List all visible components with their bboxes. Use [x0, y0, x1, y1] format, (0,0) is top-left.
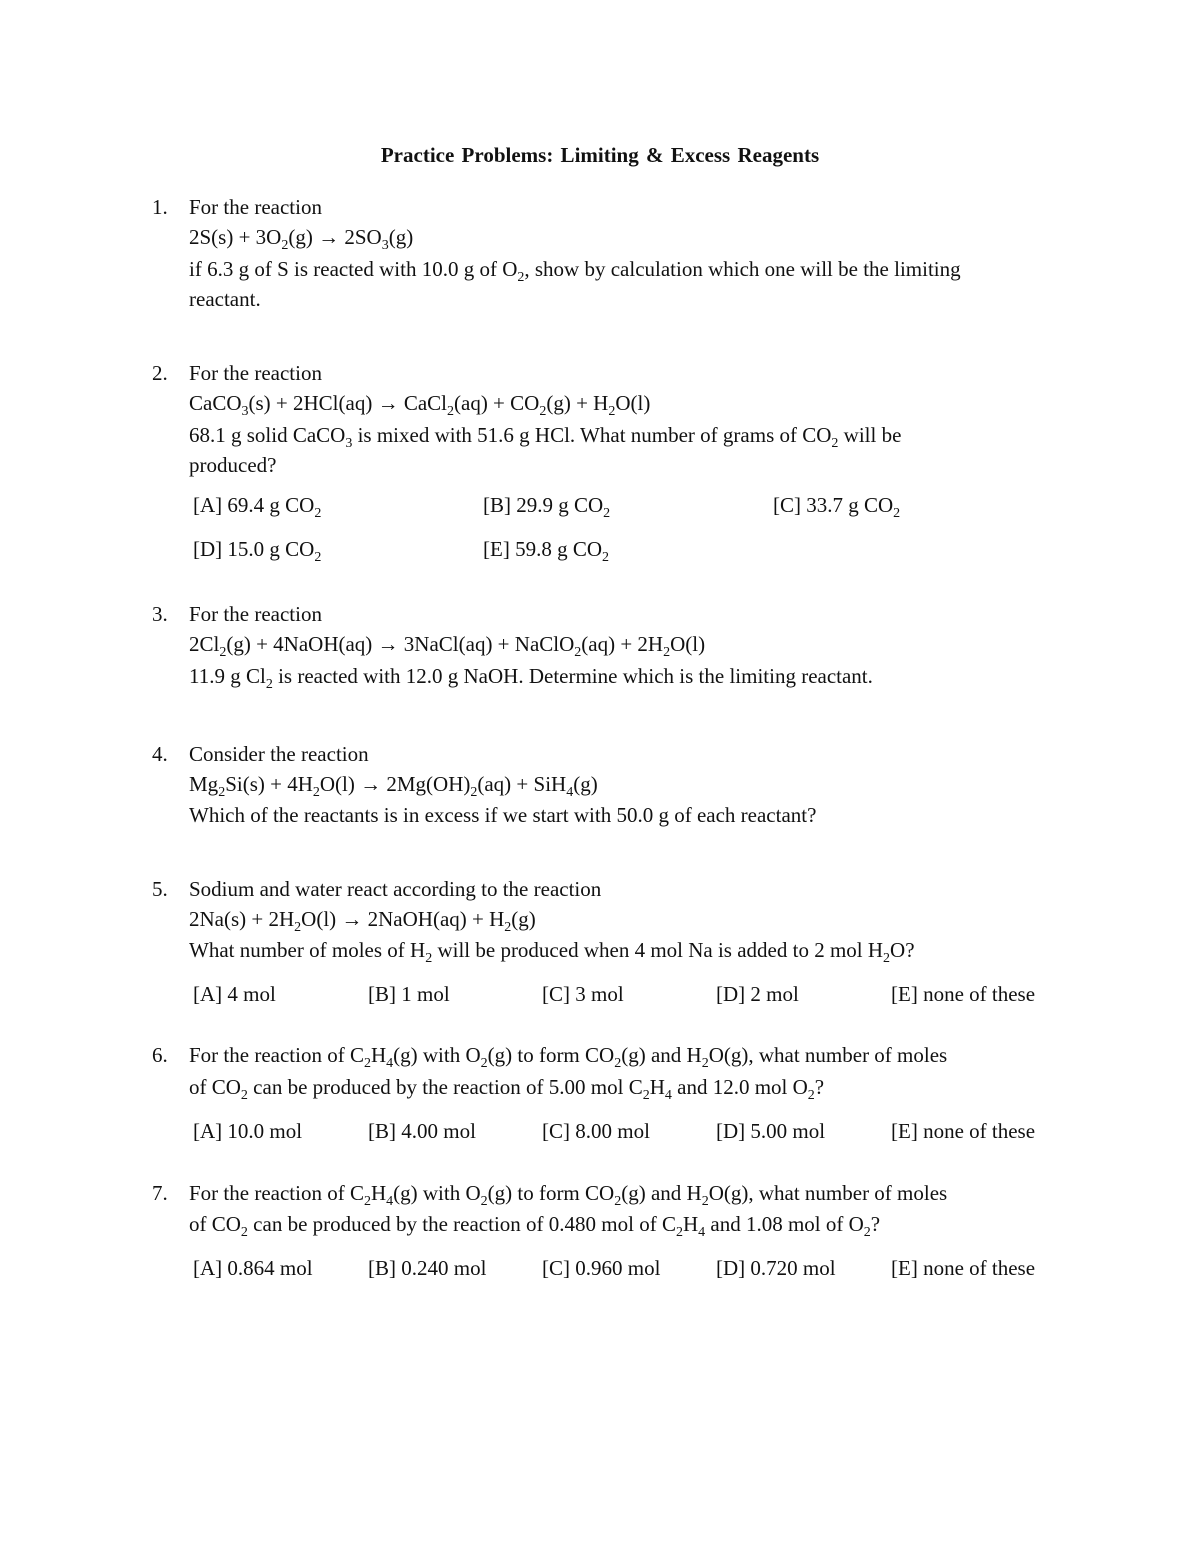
problem-6-text-2: of $CO_2$ can be produced by the reaction of 5.00 mol $C_2H_4$ and 12.0 mol $O_2$? — [189, 1075, 825, 1103]
problem-2-option-c: [C] 33.7 g $CO_2$ — [773, 493, 901, 521]
problem-4-intro: Consider the reaction — [189, 742, 369, 766]
problem-6-option-d: [D] 5.00 mol — [716, 1119, 826, 1143]
problem-2-option-a: [A] 69.4 g $CO_2$ — [193, 493, 322, 521]
problem-1-intro: For the reaction — [189, 195, 322, 219]
problem-1-number: 1. — [152, 195, 168, 219]
problem-2-option-e: [E] 59.8 g $CO_2$ — [483, 537, 609, 565]
problem-5-text-1: What number of moles of $H_2$ will be produced when 4 mol Na is added to 2 mol $H_2O$? — [189, 938, 915, 966]
problem-7-number: 7. — [152, 1181, 168, 1205]
problem-7-option-b: [B] 0.240 mol — [368, 1256, 487, 1280]
problem-5-option-b: [B] 1 mol — [368, 982, 450, 1006]
problem-6-option-c: [C] 8.00 mol — [542, 1119, 650, 1143]
problem-5-option-e: [E] none of these — [891, 982, 1036, 1006]
problem-2-option-b: [B] 29.9 g $CO_2$ — [483, 493, 611, 521]
problem-7-text-1: For the reaction of $C_2H_4(g)$ with $O_2(g)$ to form $CO_2(g)$ and $H_2O(g)$, what number of moles — [189, 1181, 948, 1209]
problem-5-option-a: [A] 4 mol — [193, 982, 276, 1006]
problem-7-text-2: of $CO_2$ can be produced by the reaction of 0.480 mol of $C_2H_4$ and 1.08 mol of $O_2$? — [189, 1212, 881, 1240]
page-title: Practice Problems: Limiting & Excess Reagents — [380, 143, 820, 167]
problem-1-text-2: reactant. — [189, 287, 261, 311]
problem-3-equation: $2Cl_2(g)$ + 4NaOH(aq) → 3NaCl(aq) + NaClO$_2$(aq) + $2H_2O(l)$ — [189, 632, 706, 660]
problem-7-option-c: [C] 0.960 mol — [542, 1256, 661, 1280]
problem-5-option-d: [D] 2 mol — [716, 982, 799, 1006]
problem-6-text-1: For the reaction of $C_2H_4(g)$ with $O_2(g)$ to form $CO_2(g)$ and $H_2O(g)$, what number of moles — [189, 1043, 948, 1071]
problem-3-number: 3. — [152, 602, 168, 626]
problem-2-option-d: [D] 15.0 g $CO_2$ — [193, 537, 322, 565]
problem-3-text-1: 11.9 g $Cl_2$ is reacted with 12.0 g NaOH. Determine which is the limiting reactant. — [189, 664, 873, 692]
problem-1-text-1: if 6.3 g of S is reacted with 10.0 g of $O_2$, show by calculation which one will be the limiting — [189, 257, 961, 285]
problem-2-equation: CaCO$_3$(s) + 2HCl(aq) → CaCl$_2$(aq) + $CO_2(g) + H_2O(l)$ — [189, 391, 651, 419]
problem-1-equation: $2S(s) + 3O_2(g) \to 2SO_3(g)$ — [189, 225, 414, 253]
problem-4-number: 4. — [152, 742, 168, 766]
problem-5-equation: $2Na(s) + 2H_2O(l)$ → 2NaOH(aq) + $H_2(g)$ — [189, 907, 536, 935]
problem-7-option-e: [E] none of these — [891, 1256, 1036, 1280]
problem-6-option-e: [E] none of these — [891, 1119, 1036, 1143]
problem-7-option-d: [D] 0.720 mol — [716, 1256, 836, 1280]
problem-2-intro: For the reaction — [189, 361, 322, 385]
problem-2-text-2: produced? — [189, 453, 277, 477]
problem-4-equation: $Mg_2Si(s) + 4H_2O(l) \to 2Mg(OH)_2(aq) + SiH_4(g)$ — [189, 772, 598, 800]
problem-5-number: 5. — [152, 877, 168, 901]
problem-7-option-a: [A] 0.864 mol — [193, 1256, 313, 1280]
problem-5-option-c: [C] 3 mol — [542, 982, 624, 1006]
problem-3-intro: For the reaction — [189, 602, 322, 626]
problem-2-text-1: 68.1 g solid CaCO$_3$ is mixed with 51.6 g HCl. What number of grams of $CO_2$ will be — [189, 423, 902, 451]
problem-2-number: 2. — [152, 361, 168, 385]
problem-6-number: 6. — [152, 1043, 168, 1067]
problem-6-option-b: [B] 4.00 mol — [368, 1119, 476, 1143]
problem-4-text-1: Which of the reactants is in excess if we start with 50.0 g of each reactant? — [189, 803, 817, 827]
problem-5-intro: Sodium and water react according to the reaction — [189, 877, 602, 901]
problem-6-option-a: [A] 10.0 mol — [193, 1119, 303, 1143]
